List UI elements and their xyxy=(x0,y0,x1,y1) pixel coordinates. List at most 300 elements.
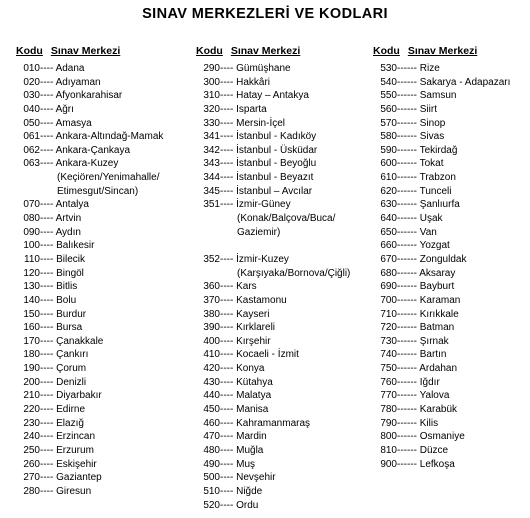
center-code: 220 xyxy=(23,404,40,416)
leader-dashes: ------ xyxy=(397,117,417,129)
center-row xyxy=(16,294,186,308)
center-name: Kırıkkale xyxy=(419,308,459,320)
leader-dashes: ------ xyxy=(397,185,417,197)
leader-dashes: ------ xyxy=(397,390,417,402)
center-code: 670 xyxy=(380,253,397,265)
center-name: Artvin xyxy=(55,213,82,225)
center-code: 410 xyxy=(203,349,220,361)
center-row xyxy=(16,117,186,131)
center-row xyxy=(16,144,186,158)
center-code: 440 xyxy=(203,390,220,402)
center-code: 140 xyxy=(23,294,40,306)
center-row xyxy=(16,444,186,458)
center-row xyxy=(196,62,366,76)
center-name-continuation: Gaziemir) xyxy=(237,226,281,238)
leader-dashes: ------ xyxy=(397,144,417,156)
center-name: Gaziantep xyxy=(56,472,102,484)
center-name: Konya xyxy=(236,363,265,375)
center-name: Balıkesir xyxy=(56,240,95,252)
leader-dashes: ------ xyxy=(397,240,417,252)
center-name: Gümüşhane xyxy=(236,63,291,74)
center-row xyxy=(196,417,366,431)
code-header: Kodu xyxy=(196,45,223,57)
center-name: Ordu xyxy=(236,499,259,511)
center-code: 090 xyxy=(23,226,40,238)
center-code: 460 xyxy=(203,417,220,429)
center-name: Çanakkale xyxy=(56,335,104,347)
center-code: 770 xyxy=(380,390,397,402)
center-row xyxy=(196,430,366,444)
center-name: Yalova xyxy=(419,390,450,402)
center-name: Ardahan xyxy=(419,363,458,375)
leader-dashes: ---- xyxy=(40,485,54,497)
center-row xyxy=(373,335,530,349)
center-row xyxy=(373,294,530,308)
center-row xyxy=(16,62,186,76)
leader-dashes: ---- xyxy=(220,158,234,170)
center-name: Giresun xyxy=(56,485,92,497)
center-code: 610 xyxy=(380,172,397,184)
center-row xyxy=(196,117,366,131)
leader-dashes: ---- xyxy=(220,431,234,443)
center-code: 160 xyxy=(23,322,40,334)
leader-dashes: ---- xyxy=(40,349,54,361)
center-name: Sivas xyxy=(419,131,445,143)
leader-dashes: ---- xyxy=(40,444,54,456)
leader-dashes: ------ xyxy=(397,63,417,74)
center-row xyxy=(373,403,530,417)
center-row xyxy=(16,376,186,390)
center-row xyxy=(373,253,530,267)
center-code: 740 xyxy=(380,349,397,361)
center-row xyxy=(16,212,186,226)
leader-dashes: ---- xyxy=(220,63,234,74)
center-code: 560 xyxy=(380,103,397,115)
center-code: 370 xyxy=(203,294,220,306)
center-name-continuation: (Keçiören/Yenimahalle/ xyxy=(57,172,160,184)
leader-dashes: ---- xyxy=(40,458,54,470)
center-name-header: Sınav Merkezi xyxy=(230,45,301,57)
center-code: 210 xyxy=(23,390,40,402)
leader-dashes: ---- xyxy=(40,390,54,402)
leader-dashes: ---- xyxy=(40,267,54,279)
leader-dashes: ---- xyxy=(40,417,54,429)
leader-dashes: ------ xyxy=(397,103,417,115)
center-name: Kütahya xyxy=(236,376,273,388)
center-code: 640 xyxy=(380,213,397,225)
center-row xyxy=(16,239,186,253)
leader-dashes: ------ xyxy=(397,431,417,443)
center-row xyxy=(373,185,530,199)
center-row xyxy=(16,226,186,240)
code-header: Kodu xyxy=(373,45,400,57)
center-name: Kırşehir xyxy=(236,335,271,347)
center-name: Düzce xyxy=(419,444,449,456)
center-row xyxy=(16,389,186,403)
center-code: 500 xyxy=(203,472,220,484)
leader-dashes: ------ xyxy=(397,404,417,416)
center-name: Edirne xyxy=(56,404,86,416)
leader-dashes: ---- xyxy=(220,444,234,456)
center-code: 230 xyxy=(23,417,40,429)
center-name: Mersin-İçel xyxy=(236,117,286,129)
center-code: 080 xyxy=(23,213,40,225)
leader-dashes: ---- xyxy=(220,335,234,347)
center-row xyxy=(196,376,366,390)
leader-dashes: ---- xyxy=(40,253,54,265)
center-code: 344 xyxy=(203,172,220,184)
leader-dashes: ---- xyxy=(220,390,234,402)
center-name: Rize xyxy=(419,63,440,74)
center-name: Şırnak xyxy=(419,335,449,347)
center-row xyxy=(373,430,530,444)
leader-dashes: ---- xyxy=(40,226,54,238)
center-row xyxy=(196,348,366,362)
center-code: 730 xyxy=(380,335,397,347)
center-name: Burdur xyxy=(56,308,87,320)
center-row xyxy=(196,321,366,335)
center-code: 570 xyxy=(380,117,397,129)
center-name: Bolu xyxy=(56,294,77,306)
center-code: 330 xyxy=(203,117,220,129)
center-row xyxy=(196,308,366,322)
center-name: İstanbul - Üsküdar xyxy=(236,144,318,156)
center-row xyxy=(196,144,366,158)
center-row xyxy=(373,171,530,185)
center-row xyxy=(373,417,530,431)
center-name: Kastamonu xyxy=(236,294,287,306)
center-list xyxy=(196,62,366,512)
center-row xyxy=(196,198,366,212)
center-name: Çankırı xyxy=(56,349,89,361)
center-name: Aksaray xyxy=(419,267,456,279)
center-code: 690 xyxy=(380,281,397,293)
leader-dashes: ------ xyxy=(397,294,417,306)
center-name: Adıyaman xyxy=(55,76,101,88)
center-code: 170 xyxy=(23,335,40,347)
center-name: Kilis xyxy=(419,417,439,429)
leader-dashes: ---- xyxy=(40,431,54,443)
center-code: 130 xyxy=(23,281,40,293)
center-name: Bilecik xyxy=(56,253,86,265)
center-row xyxy=(373,76,530,90)
leader-dashes: ---- xyxy=(40,363,54,375)
leader-dashes: ------ xyxy=(397,308,417,320)
center-row xyxy=(373,130,530,144)
center-name: Mardin xyxy=(236,431,267,443)
center-row xyxy=(196,458,366,472)
leader-dashes: ------ xyxy=(397,172,417,184)
center-name: İstanbul - Beyoğlu xyxy=(236,158,317,170)
center-name: Kayseri xyxy=(236,308,270,320)
center-code: 530 xyxy=(380,63,397,74)
leader-dashes: ------ xyxy=(397,335,417,347)
leader-dashes: ------ xyxy=(397,267,417,279)
center-code: 250 xyxy=(23,444,40,456)
center-code: 100 xyxy=(23,240,40,252)
center-code: 040 xyxy=(23,103,40,115)
center-row xyxy=(373,280,530,294)
center-name: Sakarya - Adapazarı xyxy=(419,76,511,88)
leader-dashes: ---- xyxy=(220,404,234,416)
center-name: Tunceli xyxy=(419,185,452,197)
center-code: 050 xyxy=(23,117,40,129)
center-code: 110 xyxy=(24,253,40,265)
center-name: Şanlıurfa xyxy=(419,199,460,211)
center-code: 400 xyxy=(203,335,220,347)
leader-dashes: ---- xyxy=(220,485,234,497)
center-row xyxy=(16,280,186,294)
center-name: Bursa xyxy=(56,322,83,334)
leader-dashes: ------ xyxy=(397,76,417,88)
center-row xyxy=(373,458,530,472)
leader-dashes: ------ xyxy=(397,213,417,225)
center-code: 320 xyxy=(203,103,220,115)
center-name: Bartın xyxy=(419,349,447,361)
leader-dashes: ---- xyxy=(40,90,54,102)
center-code: 510 xyxy=(203,485,220,497)
center-name: Eskişehir xyxy=(56,458,97,470)
center-code: 020 xyxy=(23,76,40,88)
center-row xyxy=(373,444,530,458)
center-row xyxy=(196,103,366,117)
center-row xyxy=(373,267,530,281)
center-name: İstanbul – Avcılar xyxy=(236,185,313,197)
center-row xyxy=(373,89,530,103)
center-code: 070 xyxy=(23,199,40,211)
center-code: 900 xyxy=(380,458,397,470)
leader-dashes: ---- xyxy=(220,131,234,143)
center-code: 580 xyxy=(380,131,397,143)
center-row xyxy=(16,267,186,281)
center-code: 800 xyxy=(380,431,397,443)
leader-dashes: ---- xyxy=(220,417,234,429)
center-name: Van xyxy=(419,226,437,238)
center-row xyxy=(373,376,530,390)
leader-dashes: ---- xyxy=(40,322,54,334)
center-name: Kars xyxy=(236,281,257,293)
center-row xyxy=(373,239,530,253)
center-name: Aydın xyxy=(55,226,81,238)
center-code: 540 xyxy=(380,76,397,88)
center-row xyxy=(196,157,366,171)
leader-dashes: ---- xyxy=(40,376,54,388)
center-row xyxy=(16,89,186,103)
leader-dashes: ------ xyxy=(397,376,417,388)
center-code: 342 xyxy=(203,144,220,156)
center-name: Isparta xyxy=(236,103,267,115)
leader-dashes: ---- xyxy=(220,144,234,156)
center-name-header: Sınav Merkezi xyxy=(50,45,121,57)
leader-dashes: ---- xyxy=(220,253,234,265)
leader-dashes: ---- xyxy=(220,376,234,388)
center-column-1 xyxy=(16,42,186,499)
center-row xyxy=(373,117,530,131)
center-row xyxy=(373,157,530,171)
center-code: 120 xyxy=(23,267,40,279)
center-name: İstanbul - Beyazıt xyxy=(236,172,314,184)
center-row xyxy=(196,389,366,403)
center-code: 490 xyxy=(203,458,220,470)
leader-dashes: ---- xyxy=(40,199,54,211)
center-list xyxy=(16,62,186,499)
center-row xyxy=(196,280,366,294)
center-code: 650 xyxy=(380,226,397,238)
leader-dashes: ---- xyxy=(220,458,234,470)
leader-dashes: ---- xyxy=(40,335,54,347)
center-code: 190 xyxy=(23,363,40,375)
code-header: Kodu xyxy=(16,45,43,57)
leader-dashes: ---- xyxy=(220,172,234,184)
leader-dashes: ---- xyxy=(220,199,234,211)
center-code: 061 xyxy=(23,131,40,143)
center-code: 420 xyxy=(203,363,220,375)
center-code: 600 xyxy=(380,158,397,170)
leader-dashes: ---- xyxy=(40,281,54,293)
center-name: Erzurum xyxy=(56,444,94,456)
center-name: Hatay – Antakya xyxy=(236,90,309,102)
center-row xyxy=(16,362,186,376)
center-row xyxy=(196,171,366,185)
leader-dashes: ------ xyxy=(397,349,417,361)
center-name: Batman xyxy=(419,322,455,334)
center-name: Muğla xyxy=(236,444,264,456)
center-name: Nevşehir xyxy=(236,472,276,484)
center-column-3 xyxy=(373,42,530,471)
leader-dashes: ---- xyxy=(40,213,54,225)
column-header xyxy=(196,42,366,60)
leader-dashes: ------ xyxy=(397,199,417,211)
leader-dashes: ---- xyxy=(40,131,54,143)
leader-dashes: ------ xyxy=(397,322,417,334)
center-row xyxy=(373,103,530,117)
center-name: Kahramanmaraş xyxy=(236,417,311,429)
center-name: Muş xyxy=(236,458,256,470)
center-code: 480 xyxy=(203,444,220,456)
center-name: Yozgat xyxy=(419,240,450,252)
center-row xyxy=(16,198,186,212)
center-row xyxy=(196,89,366,103)
leader-dashes: ---- xyxy=(40,63,54,74)
center-name: Ankara-Altındağ-Mamak xyxy=(55,131,164,143)
leader-dashes: ---- xyxy=(40,294,54,306)
center-code: 260 xyxy=(23,458,40,470)
center-row xyxy=(196,362,366,376)
center-name: Manisa xyxy=(236,404,269,416)
center-row xyxy=(16,130,186,144)
leader-dashes: ---- xyxy=(40,240,54,252)
center-code: 360 xyxy=(203,281,220,293)
leader-dashes: ---- xyxy=(40,76,54,88)
center-code: 550 xyxy=(380,90,397,102)
leader-dashes: ---- xyxy=(40,472,54,484)
center-code: 810 xyxy=(380,444,397,456)
center-row xyxy=(16,308,186,322)
center-name: Iğdır xyxy=(419,376,440,388)
center-code: 470 xyxy=(203,431,220,443)
center-row xyxy=(196,444,366,458)
center-row xyxy=(16,485,186,499)
center-row xyxy=(196,471,366,485)
center-row xyxy=(196,485,366,499)
center-row xyxy=(16,321,186,335)
center-row xyxy=(373,308,530,322)
center-code: 760 xyxy=(380,376,397,388)
center-row xyxy=(373,62,530,76)
leader-dashes: ---- xyxy=(220,363,234,375)
center-code: 450 xyxy=(203,404,220,416)
center-name: Çorum xyxy=(56,363,87,375)
center-row xyxy=(373,226,530,240)
leader-dashes: ---- xyxy=(220,294,234,306)
center-name: Ankara-Çankaya xyxy=(55,144,131,156)
leader-dashes: ---- xyxy=(220,472,234,484)
center-code: 380 xyxy=(203,308,220,320)
center-name: Diyarbakır xyxy=(56,390,102,402)
center-code: 150 xyxy=(23,308,40,320)
center-name: Lefkoşa xyxy=(419,458,455,470)
center-name: Karaman xyxy=(419,294,461,306)
center-code: 351 xyxy=(203,199,220,211)
center-code: 590 xyxy=(380,144,397,156)
center-row xyxy=(373,362,530,376)
center-column-2 xyxy=(196,42,366,512)
center-row xyxy=(373,389,530,403)
leader-dashes: ------ xyxy=(397,417,417,429)
center-name: Tokat xyxy=(419,158,444,170)
center-name: Niğde xyxy=(236,485,263,497)
center-name: Afyonkarahisar xyxy=(55,90,123,102)
center-name: Osmaniye xyxy=(419,431,465,443)
center-code: 750 xyxy=(380,363,397,375)
center-name: Karabük xyxy=(419,404,458,416)
center-name: Malatya xyxy=(236,390,272,402)
center-code: 680 xyxy=(380,267,397,279)
center-name: Bitlis xyxy=(56,281,78,293)
center-row xyxy=(373,212,530,226)
center-name: İzmir-Güney xyxy=(236,199,291,211)
center-name: İzmir-Kuzey xyxy=(236,253,289,265)
center-code: 390 xyxy=(203,322,220,334)
center-code: 660 xyxy=(380,240,397,252)
center-row xyxy=(16,103,186,117)
center-row xyxy=(196,130,366,144)
center-name: Erzincan xyxy=(56,431,96,443)
page-title: SINAV MERKEZLERİ VE KODLARI xyxy=(142,6,388,22)
center-code: 030 xyxy=(23,90,40,102)
center-row xyxy=(16,335,186,349)
center-code: 630 xyxy=(380,199,397,211)
center-row xyxy=(16,348,186,362)
center-name: Ağrı xyxy=(55,103,74,115)
center-row xyxy=(196,294,366,308)
center-row xyxy=(196,76,366,90)
leader-dashes: ---- xyxy=(40,158,54,170)
center-row xyxy=(16,417,186,431)
center-code: 310 xyxy=(203,90,220,102)
center-code: 345 xyxy=(203,185,220,197)
leader-dashes: ---- xyxy=(40,103,54,115)
leader-dashes: ------ xyxy=(397,226,417,238)
leader-dashes: ---- xyxy=(220,185,234,197)
center-name: İstanbul - Kadıköy xyxy=(236,131,317,143)
center-name: Kırklareli xyxy=(236,322,276,334)
leader-dashes: ---- xyxy=(220,90,234,102)
center-name-continuation: Etimesgut/Sincan) xyxy=(57,185,139,197)
leader-dashes: ---- xyxy=(220,308,234,320)
center-row xyxy=(16,471,186,485)
center-name: Zonguldak xyxy=(419,253,467,265)
